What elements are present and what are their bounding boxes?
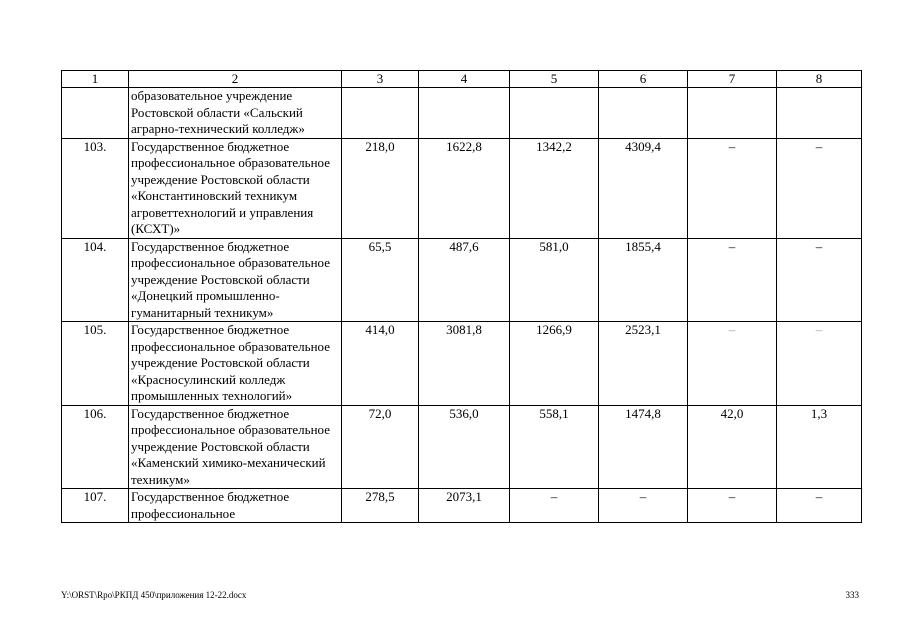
institution-name: образовательное учреждение Ростовской области «Сальский аграрно-технический колледж» [129,88,342,139]
institution-name: Государственное бюджетное профессиональное [129,489,342,523]
institution-name: Государственное бюджетное профессиональное образовательное учреждение Ростовской области «Донецкий промышленно-гуманитарный техникум» [129,238,342,322]
value-col3: 414,0 [342,322,419,406]
table-row [62,322,862,406]
row-number: 106. [62,405,129,489]
institution-name: Государственное бюджетное профессиональное образовательное учреждение Ростовской области «Красносулинский колледж промышленных технологий» [129,322,342,406]
row-number [62,88,129,139]
value-col6: 1855,4 [599,238,688,322]
institution-name: Государственное бюджетное профессиональное образовательное учреждение Ростовской области «Каменский химико-механический техникум» [129,405,342,489]
appendix-table [61,70,862,523]
table-row [62,489,862,523]
column-header: 5 [510,71,599,88]
value-col7: – [688,322,777,406]
value-col4 [419,88,510,139]
value-col4: 3081,8 [419,322,510,406]
value-col8 [777,88,862,139]
document-file-path: Y:\ORST\Rpo\РКПД 450\приложения 12-22.docx [61,590,247,600]
value-col3: 218,0 [342,138,419,238]
table-row [62,88,862,139]
column-header: 2 [129,71,342,88]
table-row [62,238,862,322]
column-header: 6 [599,71,688,88]
value-col5 [510,88,599,139]
value-col4: 536,0 [419,405,510,489]
value-col3 [342,88,419,139]
value-col3: 72,0 [342,405,419,489]
column-header: 4 [419,71,510,88]
value-col5: 581,0 [510,238,599,322]
value-col4: 1622,8 [419,138,510,238]
column-header: 8 [777,71,862,88]
value-col7: 42,0 [688,405,777,489]
value-col5: 558,1 [510,405,599,489]
value-col7: – [688,489,777,523]
row-number: 105. [62,322,129,406]
value-col6: 1474,8 [599,405,688,489]
value-col6: – [599,489,688,523]
value-col5: 1342,2 [510,138,599,238]
page-number: 333 [845,590,859,600]
value-col6: 2523,1 [599,322,688,406]
value-col6 [599,88,688,139]
value-col4: 2073,1 [419,489,510,523]
value-col5: – [510,489,599,523]
column-header: 7 [688,71,777,88]
value-col8: – [777,322,862,406]
value-col6: 4309,4 [599,138,688,238]
row-number: 103. [62,138,129,238]
institution-name: Государственное бюджетное профессиональное образовательное учреждение Ростовской области «Константиновский техникум агроветтехнологий и управления (КСХТ)» [129,138,342,238]
column-header: 1 [62,71,129,88]
table-header-row [62,71,862,88]
value-col7: – [688,238,777,322]
value-col8: – [777,238,862,322]
value-col8: – [777,489,862,523]
value-col8: – [777,138,862,238]
value-col7 [688,88,777,139]
value-col7: – [688,138,777,238]
value-col8: 1,3 [777,405,862,489]
value-col4: 487,6 [419,238,510,322]
table-row [62,405,862,489]
value-col3: 278,5 [342,489,419,523]
value-col3: 65,5 [342,238,419,322]
row-number: 107. [62,489,129,523]
column-header: 3 [342,71,419,88]
value-col5: 1266,9 [510,322,599,406]
row-number: 104. [62,238,129,322]
table-row [62,138,862,238]
